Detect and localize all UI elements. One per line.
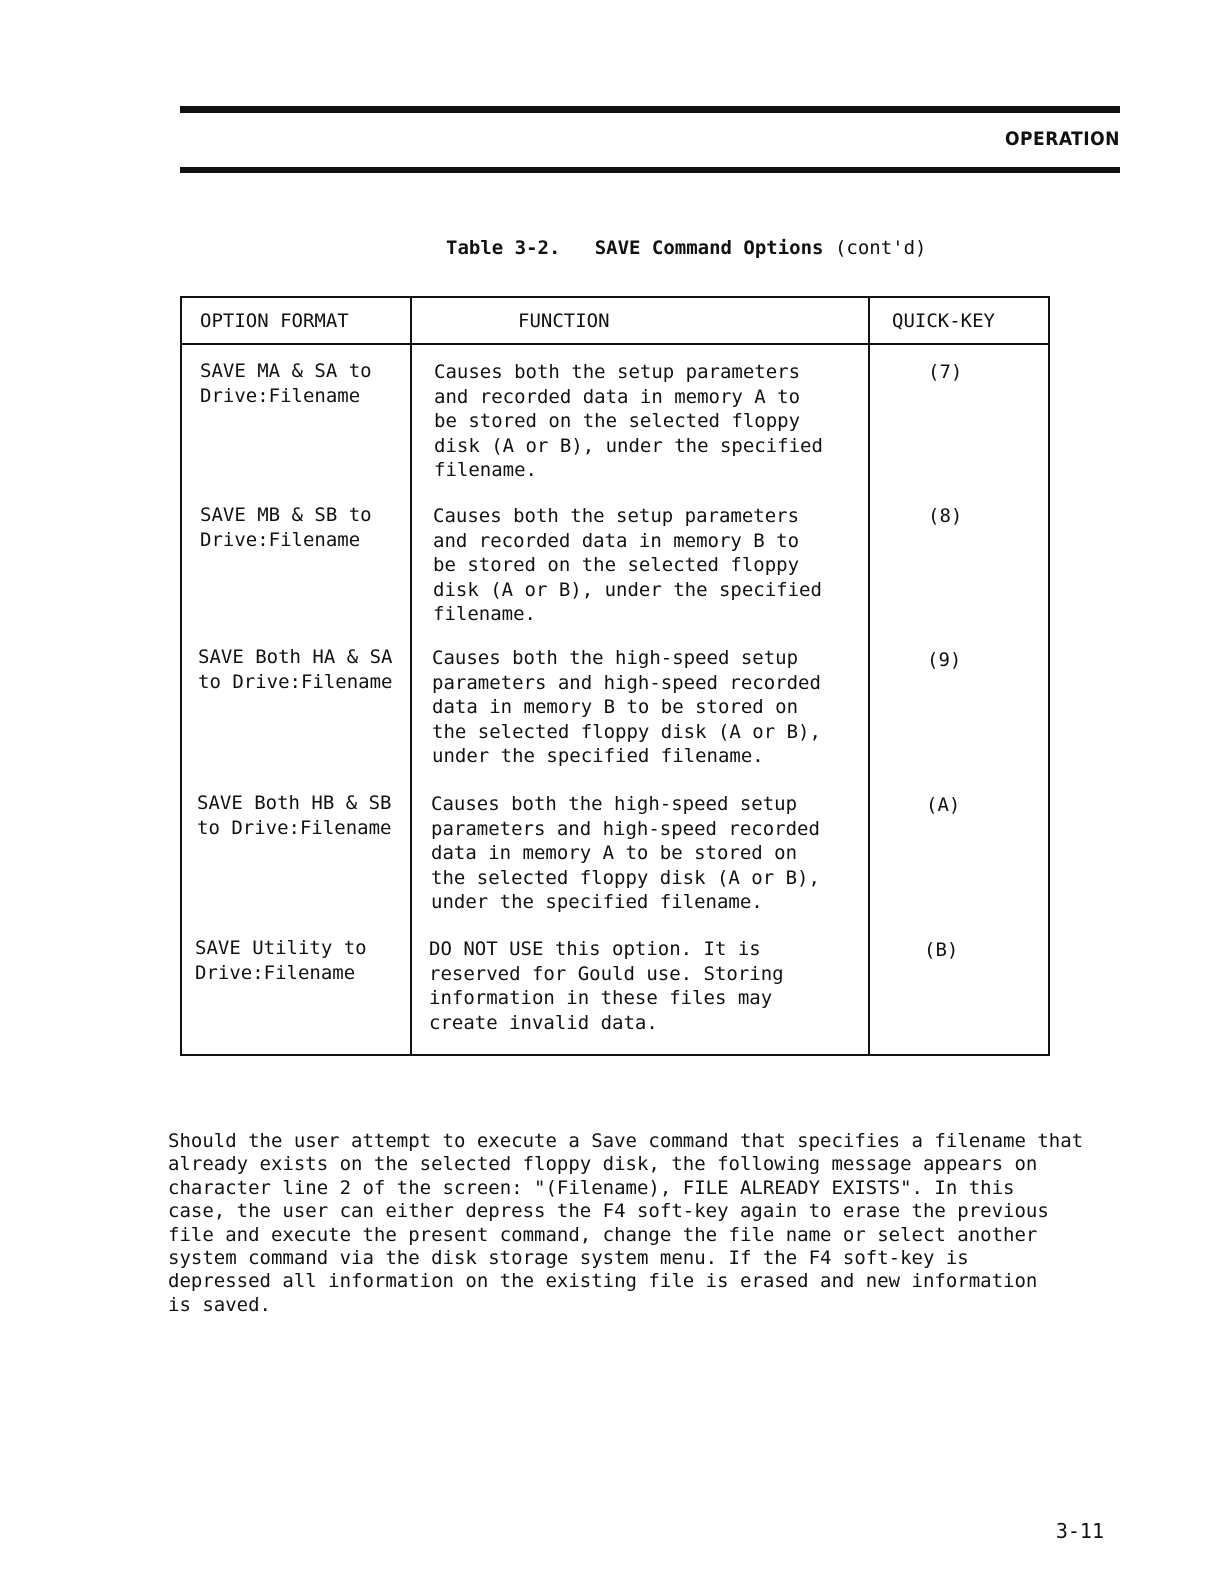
row-function: Causes both the high-speed setup parameters and high-speed recorded data in memory B to be stored on the selected floppy disk (A or B), under the specified filename. <box>432 647 821 767</box>
header-rule-bottom <box>180 167 1120 173</box>
options-table <box>180 296 1050 1056</box>
table-caption-title: SAVE Command Options <box>594 237 824 259</box>
column-header-quick-key: QUICK-KEY <box>892 310 995 332</box>
page-number: 3-11 <box>1055 1519 1104 1543</box>
row-option-format: SAVE Utility to Drive:Filename <box>195 937 367 984</box>
row-option-format: SAVE Both HB & SB to Drive:Filename <box>197 792 392 839</box>
row-option-format: SAVE MA & SA to Drive:Filename <box>200 360 372 407</box>
row-function: DO NOT USE this option. It is reserved for Gould use. Storing information in these files may create invalid data. <box>429 938 784 1034</box>
table-caption <box>446 237 926 259</box>
row-option-format: SAVE Both HA & SA to Drive:Filename <box>198 646 393 693</box>
column-header-option-format: OPTION FORMAT <box>200 310 349 332</box>
body-paragraph: Should the user attempt to execute a Save command that specifies a filename that already exists on the selected floppy disk, the following message appears on character line 2 of the screen: "(Filename), FILE ALREADY EXISTS". In this case, the user can either depress the F4 soft-key again to erase the previous file and execute the present command, change the file name or select another system command via the disk storage system menu. If the F4 soft-key is depressed all information on the existing file is erased and new information is saved. <box>168 1130 1084 1316</box>
column-header-function: FUNCTION <box>518 310 610 332</box>
table-caption-suffix: (cont'd) <box>834 237 927 259</box>
row-quick-key: (7) <box>928 361 963 383</box>
row-function: Causes both the setup parameters and recorded data in memory A to be stored on the selected floppy disk (A or B), under the specified filename. <box>434 361 823 481</box>
column-divider <box>868 298 870 1054</box>
row-quick-key: (9) <box>927 649 962 671</box>
row-function: Causes both the setup parameters and recorded data in memory B to be stored on the selected floppy disk (A or B), under the specified filename. <box>433 505 822 625</box>
row-quick-key: (A) <box>926 794 961 816</box>
row-function: Causes both the high-speed setup parameters and high-speed recorded data in memory A to be stored on the selected floppy disk (A or B), under the specified filename. <box>431 793 820 913</box>
header-rule-top <box>180 106 1120 113</box>
row-quick-key: (8) <box>928 505 963 527</box>
column-divider <box>410 298 412 1054</box>
table-caption-label: Table 3-2. <box>446 237 561 259</box>
row-option-format: SAVE MB & SB to Drive:Filename <box>200 504 372 551</box>
header-divider <box>182 343 1048 345</box>
row-quick-key: (B) <box>924 939 959 961</box>
section-title: OPERATION <box>1004 128 1120 150</box>
